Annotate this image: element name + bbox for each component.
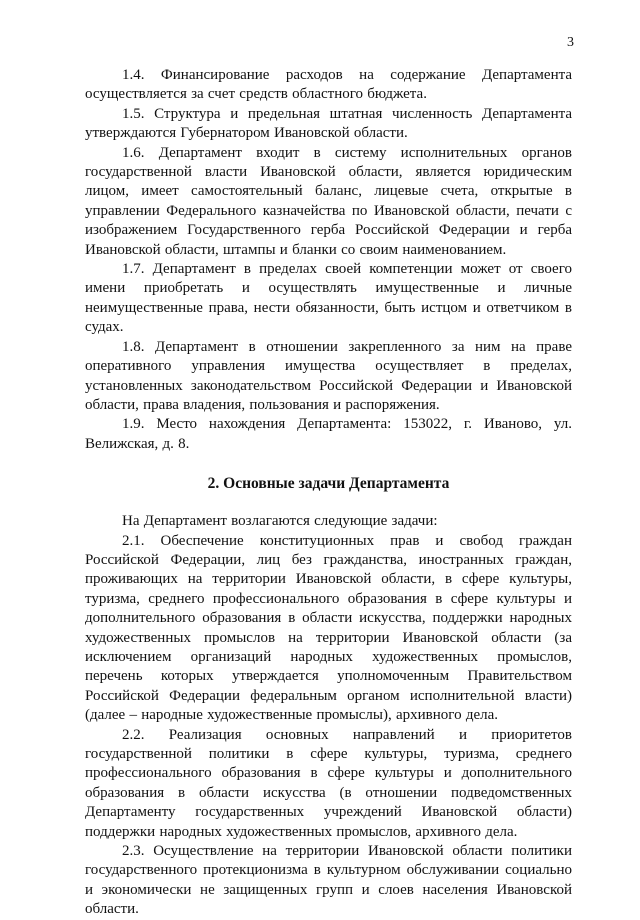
paragraph-1-6: 1.6. Департамент входит в систему исполнительных органов государственной власти Ивановской области, является юридическим лицом, имеет самостоятельный баланс, лицевые счета, открытые в управлении Федерального казначейства по Ивановской области, печати с изображением Государственного герба Российской Федерации и герба Ивановской области, штампы и бланки со своим наименованием. (85, 144, 572, 258)
paragraph-2-2: 2.2. Реализация основных направлений и приоритетов государственной политики в сфере культуры, туризма, среднего профессионального образования в сфере культуры и дополнительного образования в области искусства (в отношении подведомственных Департаменту государственных учреждений Ивановской области) поддержки народных художественных промыслов, архивного дела. (85, 726, 572, 840)
paragraph-1-5: 1.5. Структура и предельная штатная численность Департамента утверждаются Губернатором Ивановской области. (85, 105, 572, 142)
paragraph-1-7: 1.7. Департамент в пределах своей компетенции может от своего имени приобретать и осуществлять имущественные и личные неимущественные права, нести обязанности, быть истцом и ответчиком в судах. (85, 261, 572, 336)
section-2-heading: 2. Основные задачи Департамента (207, 475, 450, 493)
paragraph-2-3: 2.3. Осуществление на территории Ивановской области политики государственного протекционизма в культурном обслуживании социально и экономически не защищенных групп и слоев населения Ивановской области. (85, 843, 572, 918)
paragraph-2-1: 2.1. Обеспечение конституционных прав и свобод граждан Российской Федерации, лиц без гражданства, иностранных граждан, проживающих на территории Ивановской области, в сфере культуры, туризма, среднего профессионального образования в сфере культуры и дополнительного образования в области искусства, поддержки народных художественных промыслов на территории Ивановской области (за исключением организаций народных художественных промыслов, перечень которых утверждается уполномоченным Правительством Российской Федерации федеральным органом исполнительной власти) (далее – народные художественные промыслы), архивного дела. (85, 532, 572, 724)
page-number: 3 (567, 35, 574, 50)
paragraph-1-4: 1.4. Финансирование расходов на содержание Департамента осуществляется за счет средств областного бюджета. (85, 67, 572, 103)
paragraph-1-8: 1.8. Департамент в отношении закрепленного за ним на праве оперативного управления имущества осуществляет в пределах, установленных законодательством Российской Федерации и Ивановской области, права владения, пользования и распоряжения. (85, 338, 572, 413)
paragraph-1-9: 1.9. Место нахождения Департамента: 153022, г. Иваново, ул. Велижская, д. 8. (85, 416, 572, 452)
section-2-intro: На Департамент возлагаются следующие задачи: (122, 513, 438, 530)
document-body (85, 66, 572, 920)
